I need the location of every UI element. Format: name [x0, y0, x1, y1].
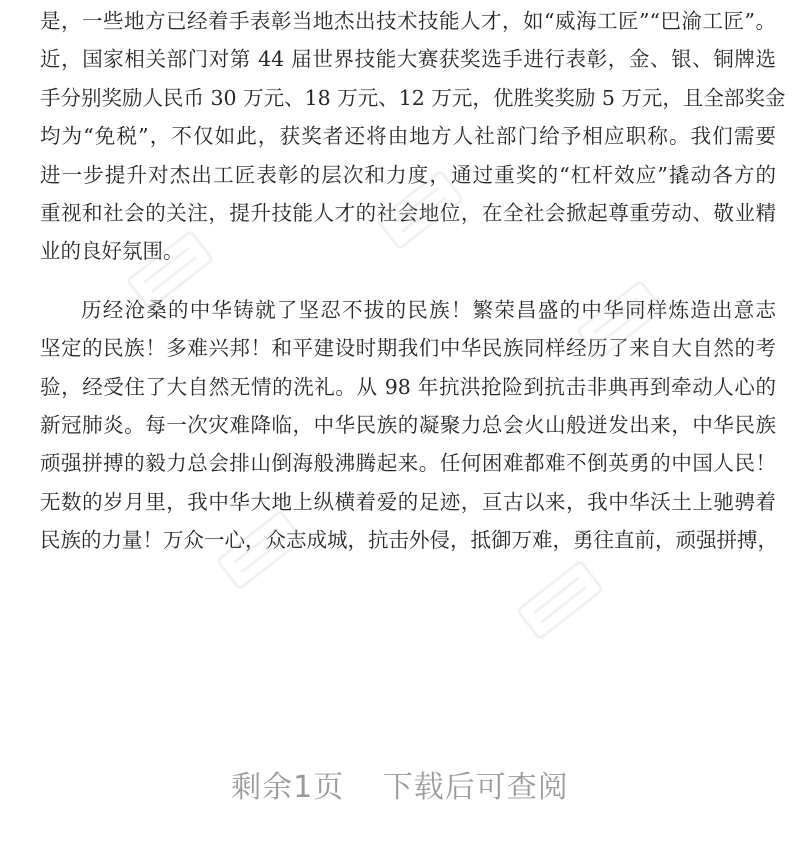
text-line: 进一步提升对杰出工匠表彰的层次和力度，通过重奖的“杠杆效应”撬动各方的 [40, 162, 776, 187]
text-line: 重视和社会的关注，提升技能人才的社会地位，在全社会掀起尊重劳动、敬业精 [40, 200, 776, 225]
text-line: 民族的力量！万众一心，众志成城，抗击外侵，抵御万难，勇往直前，顽强拼搏， [40, 528, 778, 553]
paragraph-2 [40, 291, 776, 560]
text-line: 手分别奖励人民币 30 万元、18 万元、12 万元，优胜奖奖励 5 万元，且全部奖金 [40, 85, 786, 110]
remaining-pages-banner[interactable] [0, 762, 800, 806]
text-line: 验，经受住了大自然无情的洗礼。从 98 年抗洪抢险到抗击非典再到牵动人心的 [40, 374, 776, 399]
text-line: 近，国家相关部门对第 44 届世界技能大赛获奖选手进行表彰，金、银、铜牌选 [40, 47, 776, 72]
remaining-pages-label: 剩余1页 [231, 770, 345, 805]
text-line: 坚定的民族！多难兴邦！和平建设时期我们中华民族同样经历了来自大自然的考 [40, 336, 776, 361]
text-line: 是，一些地方已经着手表彰当地杰出技术技能人才，如“威海工匠”“巴渝工匠”。 [40, 9, 776, 33]
paragraph-spacer [40, 271, 776, 291]
document-body [40, 0, 786, 559]
text-line: 顽强拼搏的毅力总会排山倒海般沸腾起来。任何困难都难不倒英勇的中国人民！ [40, 451, 776, 476]
text-line: 历经沧桑的中华铸就了坚忍不拔的民族！繁荣昌盛的中华同样炼造出意志 [81, 297, 776, 322]
text-line: 均为“免税”，不仅如此，获奖者还将由地方人社部门给予相应职称。我们需要 [40, 124, 776, 149]
paragraph-1 [40, 2, 786, 271]
download-to-view-label: 下载后可查阅 [382, 770, 569, 805]
text-line: 业的良好氛围。 [40, 239, 184, 264]
text-line: 新冠肺炎。每一次灾难降临，中华民族的凝聚力总会火山般迸发出来，中华民族 [40, 412, 776, 437]
text-line: 无数的岁月里，我中华大地上纵横着爱的足迹，亘古以来，我中华沃土上驰骋着 [40, 489, 776, 514]
